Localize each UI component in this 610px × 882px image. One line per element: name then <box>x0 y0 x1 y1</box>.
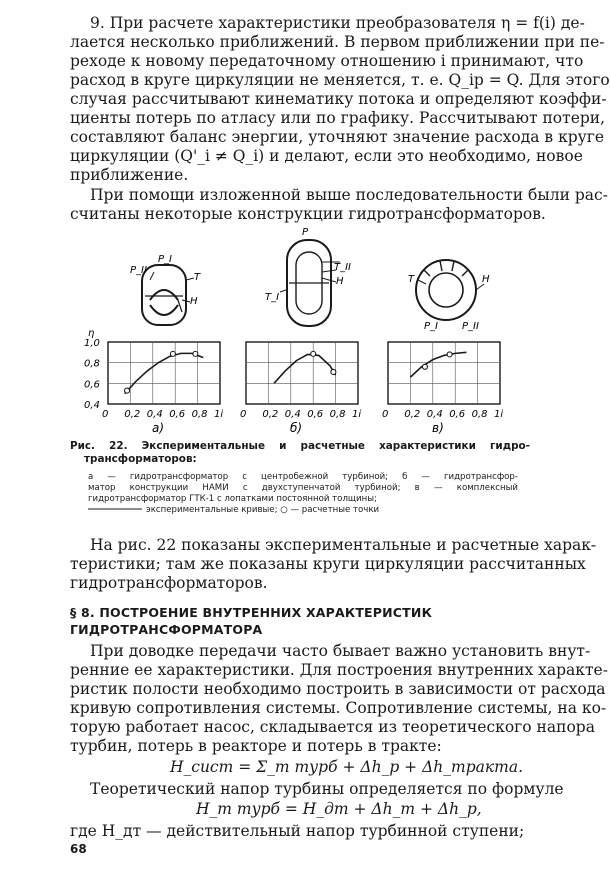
text-line: теристики; там же показаны круги циркуляции рассчитанных <box>70 555 586 573</box>
paragraph-4 <box>70 642 608 756</box>
diagram-b-label-p: P <box>302 227 309 238</box>
diagram-b-label-t-l: T_I <box>265 292 280 303</box>
text-line: где H_дт — действительный напор турбинной ступени; <box>70 822 525 840</box>
text-line: лается несколько приближений. В первом приближении при пе- <box>70 33 605 51</box>
x-tick-label: 0 <box>240 409 247 420</box>
x-tick-label: 0,8 <box>471 409 488 420</box>
diagram-c-label-h: H <box>482 274 490 285</box>
text-line: При помощи изложенной выше последовательности были рас- <box>90 186 608 204</box>
x-tick-label: 0,4 <box>146 409 163 420</box>
caption-title-line: трансформаторов: <box>84 453 197 465</box>
calculated-point <box>193 351 198 356</box>
diagram-a-label-p-ll: P_II <box>130 265 147 276</box>
calculated-point <box>311 351 316 356</box>
text-line: На рис. 22 показаны экспериментальные и расчетные харак- <box>90 536 597 554</box>
text-line: считаны некоторые конструкции гидротрансформаторов. <box>70 205 546 223</box>
diagram-c-label-p-l: P_I <box>424 321 438 332</box>
experimental-curve <box>274 354 336 383</box>
chart-frame <box>388 342 500 404</box>
chart-frame <box>108 342 220 404</box>
calculated-point <box>170 351 175 356</box>
text-line: торую работает насос, складывается из теоретического напора <box>70 718 595 736</box>
calculated-point <box>447 352 452 357</box>
x-tick-label: 1i <box>352 409 362 420</box>
text-line: кривую сопротивления системы. Сопротивление системы, на ко- <box>70 699 607 717</box>
experimental-curve <box>410 352 466 377</box>
x-tick-label: 1i <box>214 409 224 420</box>
diagram-b-label-h: H <box>336 276 344 287</box>
page-number: 68 <box>70 842 87 856</box>
x-tick-label: 0,8 <box>329 409 346 420</box>
x-tick-label: 0,6 <box>169 409 186 420</box>
charts-group <box>84 328 503 435</box>
text-line: приближение. <box>70 166 189 184</box>
y-tick-label: 0,4 <box>84 400 100 411</box>
figure-caption-body <box>88 472 528 516</box>
heading-line: § 8. ПОСТРОЕНИЕ ВНУТРЕННИХ ХАРАКТЕРИСТИК <box>70 605 432 620</box>
x-tick-label: 1i <box>494 409 504 420</box>
section-heading <box>70 604 530 638</box>
text-line: При доводке передачи часто бывает важно установить внут- <box>90 642 591 660</box>
caption-body-line: экспериментальные кривые; ○ — расчетные точки <box>146 505 380 515</box>
diagram-a-label-t: T <box>194 272 201 283</box>
heading-line: ГИДРОТРАНСФОРМАТОРА <box>70 622 263 637</box>
caption-body-line: гидротрансформатор ГТК-1 с лопатками постоянной толщины; <box>88 494 377 504</box>
paragraph-6 <box>70 822 530 841</box>
text-line: циенты потерь по атласу или по графику. Рассчитывают потери, <box>70 109 606 127</box>
calculated-point <box>331 369 336 374</box>
text-line: составляют баланс энергии, уточняют значение расхода в круге <box>70 128 605 146</box>
text-line: 9. При расчете характеристики преобразователя η = f(i) де- <box>90 14 585 32</box>
y-tick-label: 0,6 <box>84 379 100 391</box>
subfigure-label: а) <box>152 421 165 435</box>
diagram-a-label-p-l: P_I <box>158 254 172 265</box>
diagram-c-label-t: T <box>408 274 415 285</box>
text-line: реходе к новому передаточному отношению i принимают, что <box>70 52 584 70</box>
paragraph-5 <box>70 780 564 799</box>
x-tick-label: 0,6 <box>449 409 466 420</box>
y-axis-label: η <box>88 328 95 339</box>
figure-caption-title <box>70 440 530 466</box>
caption-title-line: Рис. 22. Экспериментальные и расчетные характеристики гидро- <box>70 440 530 452</box>
diagram-a-label-h: H <box>190 296 198 307</box>
subfigure-label: в) <box>432 421 444 435</box>
text-line: гидротрансформаторов. <box>70 574 268 592</box>
text-line: Теоретический напор турбины определяется по формуле <box>90 780 564 798</box>
x-tick-label: 0 <box>102 409 109 420</box>
subfigure-label: б) <box>290 421 303 435</box>
formula-turbine-head: H_т турб = H_дт + Δh_т + Δh_р, <box>196 800 482 818</box>
diagram-c-label-p-ll: P_II <box>462 321 479 332</box>
y-tick-label: 0,8 <box>84 358 100 370</box>
circulation-diagram-a <box>142 265 194 325</box>
x-tick-label: 0,2 <box>124 409 141 420</box>
paragraph-3 <box>70 536 597 593</box>
text-line: случая рассчитывают кинематику потока и определяют коэффи- <box>70 90 607 108</box>
circulation-diagram-b <box>280 240 340 326</box>
experimental-curve <box>125 353 203 393</box>
circulation-diagram-c <box>416 260 484 320</box>
x-tick-label: 0,2 <box>262 409 279 420</box>
calculated-point <box>125 388 130 393</box>
formula-system-head: H_сист = Σ_т турб + Δh_р + Δh_тракта. <box>170 758 523 776</box>
x-tick-label: 0,2 <box>404 409 421 420</box>
x-tick-label: 0,6 <box>307 409 324 420</box>
text-line: турбин, потерь в реакторе и потерь в тракте: <box>70 737 442 755</box>
x-tick-label: 0,8 <box>191 409 208 420</box>
x-tick-label: 0,4 <box>426 409 443 420</box>
diagram-b-label-t-ll: T_II <box>334 262 352 273</box>
chart-frame <box>246 342 358 404</box>
x-tick-label: 0 <box>382 409 389 420</box>
caption-body-line: матор конструкции НАМИ с двухступенчатой турбиной; в — комплексный <box>88 483 518 493</box>
text-line: расход в круге циркуляции не меняется, т. е. Q_iр = Q. Для этого <box>70 71 610 89</box>
x-tick-label: 0,4 <box>284 409 301 420</box>
caption-body-line: а — гидротрансформатор с центробежной турбиной; б — гидротрансфор- <box>88 472 518 482</box>
text-line: ристик полости необходимо построить в зависимости от расхода <box>70 680 606 698</box>
y-tick-label: 1,0 <box>84 338 100 349</box>
calculated-point <box>422 364 427 369</box>
text-line: ренние ее характеристики. Для построения внутренних характе- <box>70 661 608 679</box>
text-line: циркуляции (Q'_i ≠ Q_i) и делают, если это необходимо, новое <box>70 147 583 165</box>
